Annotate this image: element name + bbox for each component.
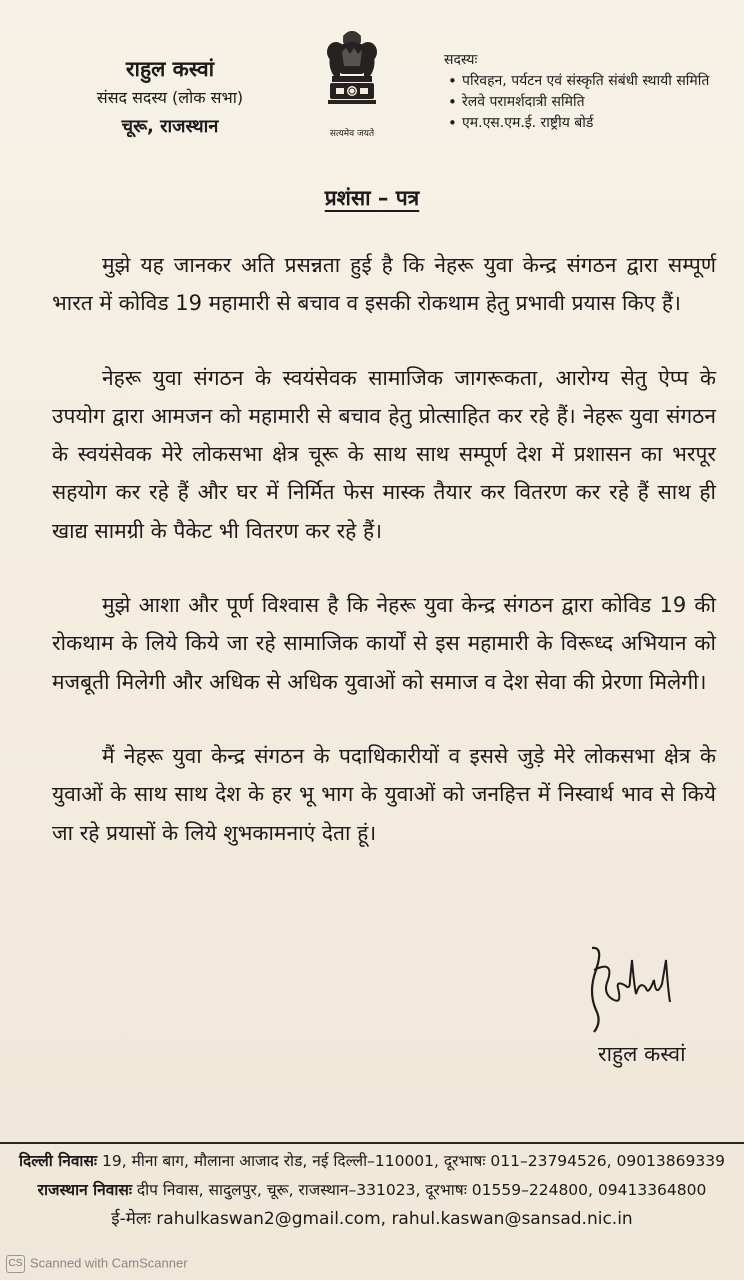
list-item: • रेलवे परामर्शदात्री समिति — [444, 92, 734, 113]
rajasthan-address: दीप निवास, सादुलपुर, चूरू, राजस्थान–331023, दूरभाषः 01559–224800, 09413364800 — [136, 1181, 707, 1199]
handwritten-signature — [574, 940, 694, 1040]
national-emblem — [316, 26, 388, 146]
list-item: • एम.एस.एम.ई. राष्ट्रीय बोर्ड — [444, 113, 734, 134]
signatory-name: राहुल कस्वां — [598, 1042, 686, 1066]
paragraph: मुझे आशा और पूर्ण विश्वास है कि नेहरू युवा केन्द्र संगठन द्वारा कोविड 19 की रोकथाम के लिये किये जा रहे सामाजिक कार्यों से इस महामारी के विरूध्द अभियान को मजबूती मिलेगी और अधिक से अधिक युवाओं को समाज व देश सेवा की प्रेरणा मिलेगी। — [52, 593, 716, 694]
email-line — [0, 1205, 744, 1234]
lion-capital-icon — [320, 26, 384, 126]
camscanner-logo-icon: CS — [6, 1255, 25, 1273]
email-addresses: rahulkaswan2@gmail.com, rahul.kaswan@sansad.nic.in — [156, 1209, 633, 1229]
watermark-text: Scanned with CamScanner — [30, 1255, 188, 1271]
paragraph: मैं नेहरू युवा केन्द्र संगठन के पदाधिकारीयों व इससे जुड़े मेरे लोकसभा क्षेत्र के युवाओं के साथ साथ देश के हर भू भाग के युवाओं को जनहित्त में निस्वार्थ भाव से किये जा रहे प्रयासों के लिये शुभकामनाएं देता हूं। — [52, 743, 716, 845]
rajasthan-label: राजस्थान निवासः — [37, 1181, 132, 1199]
membership-heading: सदस्यः — [444, 52, 478, 68]
mp-constituency: चूरू, राजस्थान — [121, 116, 219, 137]
delhi-address: 19, मीना बाग, मौलाना आजाद रोड, नई दिल्ली–110001, दूरभाषः 011–23794526, 09013869339 — [102, 1152, 725, 1170]
paragraph: नेहरू युवा संगठन के स्वयंसेवक सामाजिक जागरूकता, आरोग्य सेतु ऐप्प के उपयोग द्वारा आमजन को महामारी से बचाव हेतु प्रोत्साहित कर रहे हैं। नेहरू युवा संगठन के स्वयंसेवक मेरे लोकसभा क्षेत्र चूरू के साथ साथ सम्पूर्ण देश में प्रशासन का भरपूर सहयोग कर रहे हैं और घर में निर्मित फेस मास्क तैयार कर वितरण कर रहे हैं साथ ही खाद्य सामग्री के पैकेट भी वितरण कर रहे हैं। — [52, 365, 716, 543]
camscanner-watermark — [6, 1255, 188, 1273]
committee-memberships — [444, 50, 734, 134]
footer-divider — [0, 1142, 744, 1144]
signature-block — [568, 940, 728, 1080]
letter-title — [0, 183, 744, 213]
mp-designation: संसद सदस्य (लोक सभा) — [96, 88, 244, 107]
mp-details — [60, 54, 280, 142]
list-item: • परिवहन, पर्यटन एवं संस्कृति संबंधी स्थायी समिति — [444, 71, 734, 92]
email-label: ई-मेलः — [111, 1209, 151, 1229]
delhi-label: दिल्ली निवासः — [19, 1152, 98, 1170]
delhi-address-line — [0, 1147, 744, 1176]
mp-name: राहुल कस्वां — [125, 57, 215, 81]
membership-list — [444, 71, 734, 134]
rajasthan-address-line — [0, 1176, 744, 1205]
letterhead-footer — [0, 1147, 744, 1234]
letter-title-text: प्रशंसा – पत्र — [324, 186, 420, 210]
emblem-motto: सत्यमेव जयते — [329, 129, 375, 139]
paragraph: मुझे यह जानकर अति प्रसन्नता हुई है कि नेहरू युवा केन्द्र संगठन द्वारा सम्पूर्ण भारत में कोविड 19 महामारी से बचाव व इसकी रोकथाम हेतु प्रभावी प्रयास किए हैं। — [52, 253, 716, 316]
letter-body — [52, 246, 716, 888]
